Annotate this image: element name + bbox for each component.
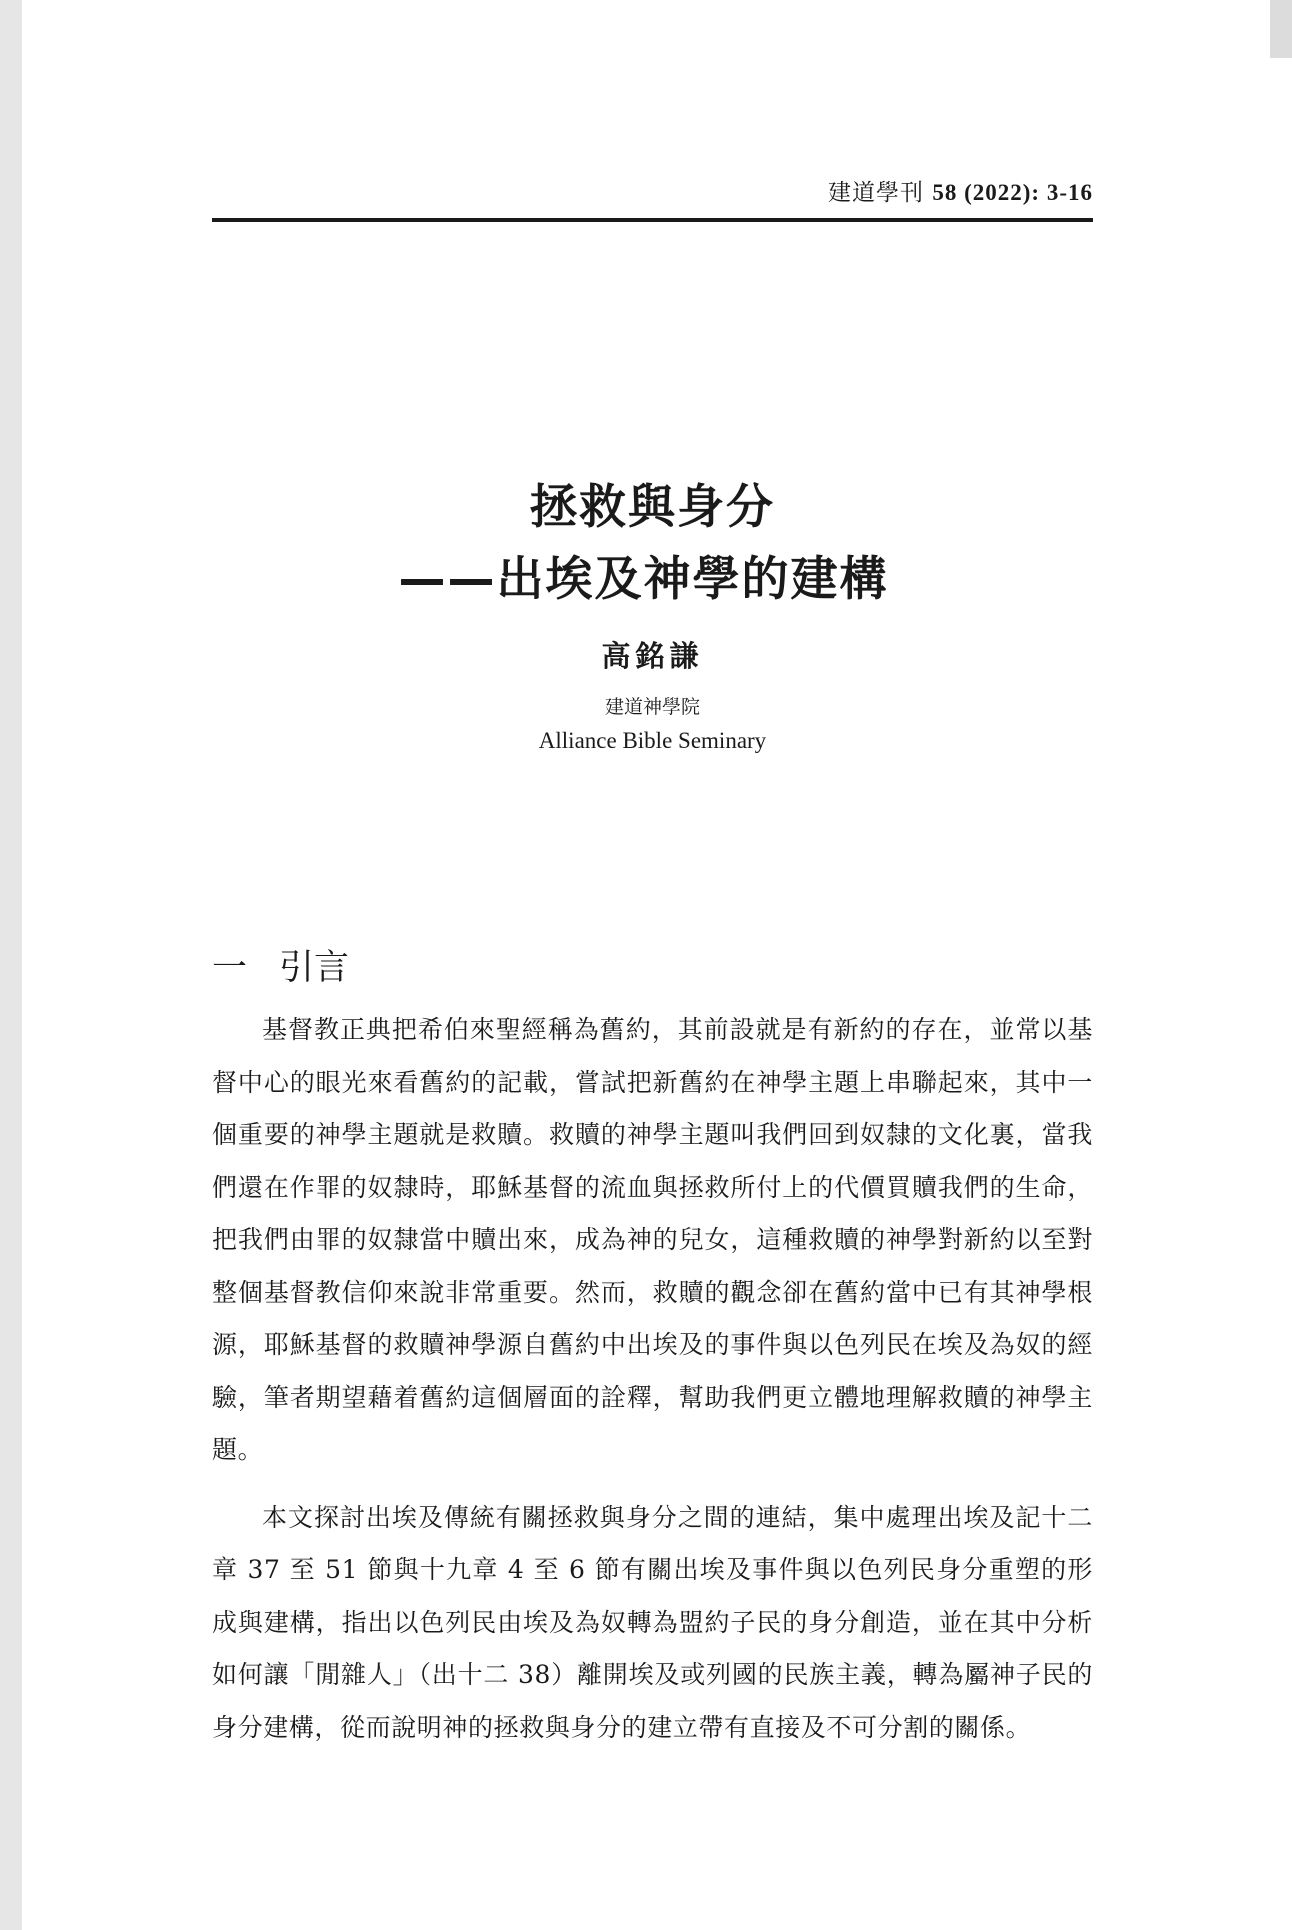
title-subtitle: ——出埃及神學的建構: [398, 552, 889, 607]
paragraph: 基督教正典把希伯來聖經稱為舊約，其前設就是有新約的存在，並常以基督中心的眼光來看舊約的記載，嘗試把新舊約在神學主題上串聯起來，其中一個重要的神學主題就是救贖。救贖的神學主題叫我們回到奴隸的文化裏，當我們還在作罪的奴隸時，耶穌基督的流血與拯救所付上的代價買贖我們的生命，把我們由罪的奴隸當中贖出來，成為神的兒女，這種救贖的神學對新約以至對整個基督教信仰來說非常重要。然而，救贖的觀念卻在舊約當中已有其神學根源，耶穌基督的救贖神學源自舊約中出埃及的事件與以色列民在埃及為奴的經驗，筆者期望藉着舊約這個層面的詮釋，幫助我們更立體地理解救贖的神學主題。: [212, 1015, 1093, 1464]
author-institution-en: Alliance Bible Seminary: [538, 728, 767, 753]
section-title: 引言: [279, 948, 350, 988]
author-institution-zh: 建道神學院: [604, 696, 700, 718]
section-heading: [212, 946, 349, 990]
page-edge-shadow: [0, 0, 22, 1930]
author-name: 高銘謙: [601, 639, 704, 673]
journal-name: 建道學刊: [828, 180, 925, 206]
header-rule: [212, 218, 1093, 222]
body-text: [212, 1004, 1093, 1754]
running-header: [212, 178, 1093, 208]
section-number: 一: [212, 948, 248, 988]
page-corner-mark: [1270, 0, 1292, 58]
journal-citation: 58 (2022): 3-16: [932, 180, 1093, 205]
article-title: [212, 472, 1093, 616]
title-main: 拯救與身分: [530, 480, 775, 535]
paragraph: 本文探討出埃及傳統有關拯救與身分之間的連結，集中處理出埃及記十二章 37 至 51 節與十九章 4 至 6 節有關出埃及事件與以色列民身分重塑的形成與建構，指出以色列民由埃及為奴轉為盟約子民的身分創造，並在其中分析如何讓「閒雜人」（出十二 38）離開埃及或列國的民族主義，轉為屬神子民的身分建構，從而說明神的拯救與身分的建立帶有直接及不可分割的關係。: [212, 1502, 1093, 1742]
